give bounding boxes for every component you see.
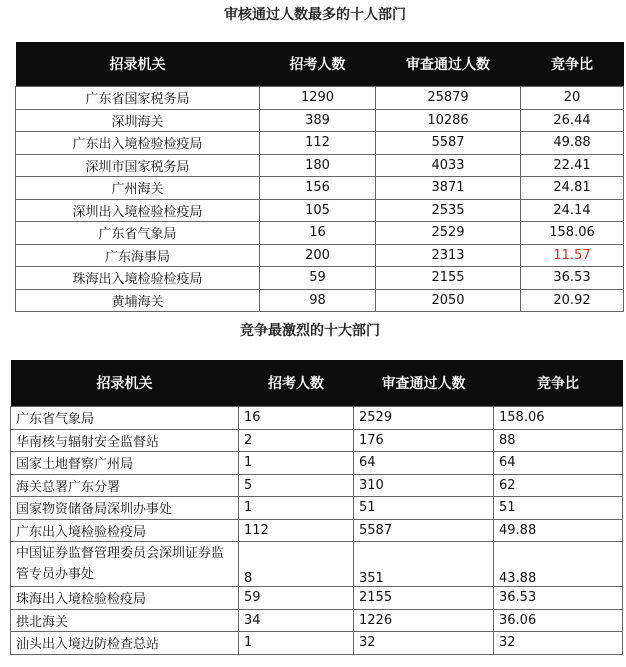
- table-row: [16, 222, 624, 245]
- table-row: [16, 109, 624, 132]
- cell-ratio: 24.81: [521, 177, 624, 200]
- table-row: [16, 199, 624, 222]
- cell-ratio: 32: [494, 632, 623, 655]
- cell-ratio: 36.53: [494, 587, 623, 610]
- table-row: [11, 474, 623, 497]
- cell-agency: 广东出入境检验检疫局: [16, 132, 260, 155]
- cell-quota: 112: [260, 132, 376, 155]
- top-ten-passed-table: [15, 42, 624, 312]
- cell-passed: 5587: [376, 132, 521, 155]
- table-header-row: [16, 42, 624, 87]
- cell-quota: 1: [239, 497, 354, 520]
- cell-quota: 98: [260, 289, 376, 312]
- cell-passed: 2155: [354, 587, 494, 610]
- cell-quota: 5: [239, 474, 354, 497]
- table-header-row: [11, 360, 623, 407]
- header-passed: 审查通过人数: [376, 42, 521, 87]
- table-row: [11, 407, 623, 430]
- cell-quota: 1: [239, 632, 354, 655]
- cell-ratio: 88: [494, 429, 623, 452]
- cell-quota: 1: [239, 452, 354, 475]
- cell-agency: 深圳海关: [16, 109, 260, 132]
- cell-quota: 34: [239, 609, 354, 632]
- cell-agency: 国家物资储备局深圳办事处: [11, 497, 239, 520]
- cell-ratio: 36.06: [494, 609, 623, 632]
- cell-passed: 51: [354, 497, 494, 520]
- header-agency: 招录机关: [11, 360, 239, 407]
- cell-ratio: 49.88: [494, 519, 623, 542]
- cell-passed: 2050: [376, 289, 521, 312]
- table-row: [16, 289, 624, 312]
- table-row: [11, 542, 623, 587]
- cell-passed: 25879: [376, 87, 521, 110]
- cell-agency: 珠海出入境检验检疫局: [16, 267, 260, 290]
- table-row: [16, 132, 624, 155]
- cell-agency: 海关总署广东分署: [11, 474, 239, 497]
- cell-quota: 16: [260, 222, 376, 245]
- cell-passed: 10286: [376, 109, 521, 132]
- table-row: [11, 519, 623, 542]
- table-row: [16, 177, 624, 200]
- header-agency: 招录机关: [16, 42, 260, 87]
- table-row: [11, 429, 623, 452]
- cell-agency: 华南核与辐射安全监督站: [11, 429, 239, 452]
- cell-agency: 深圳市国家税务局: [16, 154, 260, 177]
- cell-quota: 59: [260, 267, 376, 290]
- cell-passed: 310: [354, 474, 494, 497]
- cell-agency: 广东省国家税务局: [16, 87, 260, 110]
- cell-quota: 112: [239, 519, 354, 542]
- cell-quota: 105: [260, 199, 376, 222]
- cell-quota: 180: [260, 154, 376, 177]
- table2-title: 竞争最激烈的十大部门: [240, 323, 380, 339]
- cell-passed: 2529: [376, 222, 521, 245]
- cell-quota: 59: [239, 587, 354, 610]
- cell-quota: 389: [260, 109, 376, 132]
- table-row: [16, 267, 624, 290]
- cell-ratio: 20.92: [521, 289, 624, 312]
- header-ratio: 竞争比: [494, 360, 623, 407]
- cell-agency: 广东省气象局: [11, 407, 239, 430]
- cell-passed: 1226: [354, 609, 494, 632]
- cell-ratio: 22.41: [521, 154, 624, 177]
- cell-agency: 国家土地督察广州局: [11, 452, 239, 475]
- cell-passed: 64: [354, 452, 494, 475]
- cell-passed: 4033: [376, 154, 521, 177]
- cell-quota: 8: [239, 542, 354, 587]
- cell-ratio: 64: [494, 452, 623, 475]
- table-row: [11, 452, 623, 475]
- header-quota: 招考人数: [239, 360, 354, 407]
- cell-ratio: 158.06: [494, 407, 623, 430]
- cell-passed: 3871: [376, 177, 521, 200]
- table-row: [11, 497, 623, 520]
- table-row: [11, 609, 623, 632]
- cell-quota: 200: [260, 244, 376, 267]
- cell-agency: 黄埔海关: [16, 289, 260, 312]
- cell-quota: 2: [239, 429, 354, 452]
- table-row: [11, 632, 623, 655]
- cell-ratio: 51: [494, 497, 623, 520]
- cell-ratio: 36.53: [521, 267, 624, 290]
- cell-passed: 2535: [376, 199, 521, 222]
- cell-passed: 2155: [376, 267, 521, 290]
- table1-title: 审核通过人数最多的十人部门: [224, 7, 406, 23]
- cell-ratio: 24.14: [521, 199, 624, 222]
- table-row: [16, 244, 624, 267]
- most-competitive-table: [10, 360, 623, 655]
- cell-passed: 351: [354, 542, 494, 587]
- cell-agency: 广东出入境检验检疫局: [11, 519, 239, 542]
- cell-agency: 中国证券监督管理委员会深圳证券监管专员办事处: [11, 542, 239, 587]
- table-row: [16, 154, 624, 177]
- header-ratio: 竞争比: [521, 42, 624, 87]
- cell-agency: 广东省气象局: [16, 222, 260, 245]
- cell-passed: 32: [354, 632, 494, 655]
- cell-ratio: 11.57: [521, 244, 624, 267]
- cell-ratio: 26.44: [521, 109, 624, 132]
- cell-passed: 5587: [354, 519, 494, 542]
- cell-passed: 2313: [376, 244, 521, 267]
- cell-ratio: 49.88: [521, 132, 624, 155]
- header-quota: 招考人数: [260, 42, 376, 87]
- cell-agency: 拱北海关: [11, 609, 239, 632]
- cell-agency: 汕头出入境边防检查总站: [11, 632, 239, 655]
- cell-agency: 深圳出入境检验检疫局: [16, 199, 260, 222]
- cell-ratio: 20: [521, 87, 624, 110]
- cell-agency: 珠海出入境检验检疫局: [11, 587, 239, 610]
- table-row: [11, 587, 623, 610]
- cell-ratio: 62: [494, 474, 623, 497]
- cell-ratio: 43.88: [494, 542, 623, 587]
- cell-passed: 176: [354, 429, 494, 452]
- cell-quota: 16: [239, 407, 354, 430]
- header-passed: 审查通过人数: [354, 360, 494, 407]
- cell-agency: 广东海事局: [16, 244, 260, 267]
- cell-quota: 1290: [260, 87, 376, 110]
- cell-ratio: 158.06: [521, 222, 624, 245]
- table-row: [16, 87, 624, 110]
- cell-agency: 广州海关: [16, 177, 260, 200]
- cell-quota: 156: [260, 177, 376, 200]
- cell-passed: 2529: [354, 407, 494, 430]
